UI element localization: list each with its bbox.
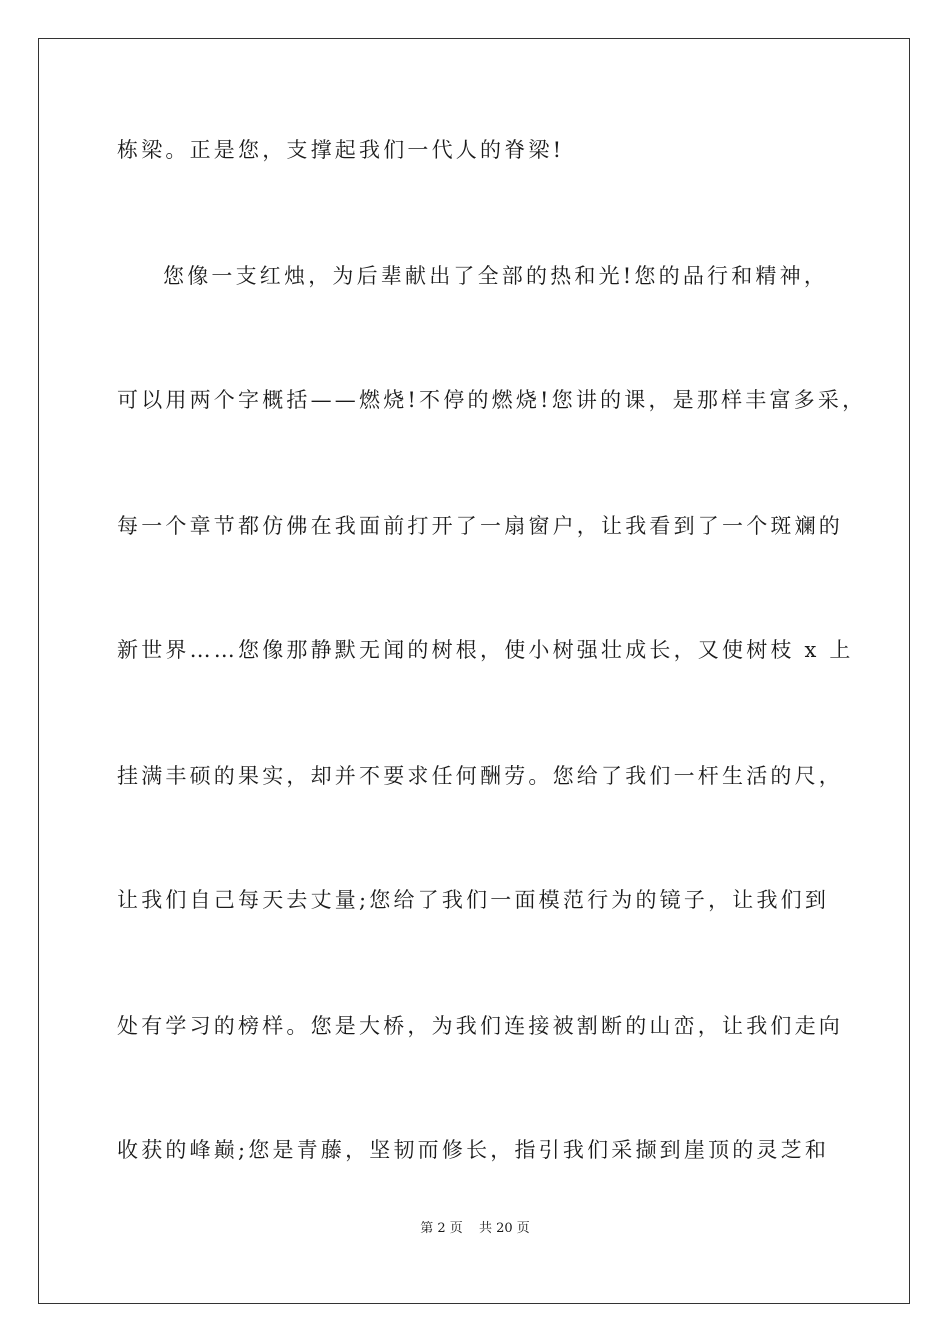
paragraph-line-5: 新世界……您像那静默无闻的树根，使小树强壮成长，又使树枝 x 上: [117, 638, 854, 662]
page-footer: [0, 1222, 950, 1235]
paragraph-line-2: 您像一支红烛，为后辈献出了全部的热和光!您的品行和精神，: [163, 264, 829, 288]
paragraph-line-3: 可以用两个字概括——燃烧!不停的燃烧!您讲的课，是那样丰富多采，: [117, 388, 867, 412]
paragraph-line-9: 收获的峰巅;您是青藤，坚韧而修长，指引我们采撷到崖顶的灵芝和: [117, 1138, 830, 1162]
paragraph-line-4: 每一个章节都仿佛在我面前打开了一扇窗户，让我看到了一个斑斓的: [117, 514, 843, 538]
paragraph-line-8: 处有学习的榜样。您是大桥，为我们连接被割断的山峦，让我们走向: [117, 1014, 843, 1038]
paragraph-line-6: 挂满丰硕的果实，却并不要求任何酬劳。您给了我们一杆生活的尺，: [117, 764, 843, 788]
page-total: 共 20 页: [478, 1221, 530, 1236]
page-number: 第 2 页: [420, 1221, 463, 1236]
paragraph-line-1: 栋梁。正是您，支撑起我们一代人的脊梁!: [117, 138, 565, 162]
paragraph-line-7: 让我们自己每天去丈量;您给了我们一面模范行为的镜子，让我们到: [117, 888, 830, 912]
page-border: [38, 38, 910, 1304]
